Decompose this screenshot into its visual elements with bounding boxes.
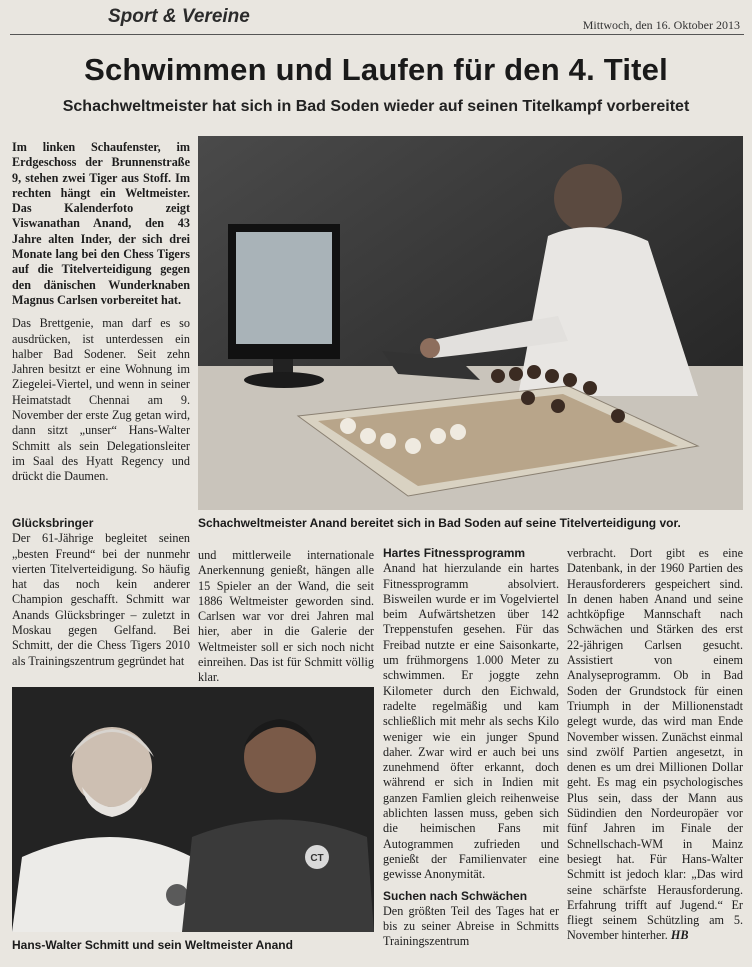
body-column-two: und mittlerweile internationale Anerkennung genießt, hängen alle 15 Spieler an der Wand, die seit 1886 Weltmeister geworden sind. Carlsen war vor drei Jahren mal hier, aber in die Galerie der Weltmeister soll er sich noch nicht einreihen. Das ist für Schmitt völlig klar. — [198, 548, 374, 685]
heading-suchen: Suchen nach Schwächen — [383, 888, 528, 903]
header-rule — [10, 34, 744, 35]
body-column-four — [567, 546, 743, 944]
shirt-logo: CT — [310, 853, 324, 864]
article-headline: Schwimmen und Laufen für den 4. Titel — [84, 52, 668, 87]
lead-paragraph: Im linken Schaufenster, im Erdgeschoss der Brunnenstraße 9, stehen zwei Tiger aus Stoff. Im rechten hängt ein Weltmeister. Das Kalenderfoto zeigt Viswanathan Anand, den 43 Jahre alten Inder, der sich drei Monate lang bei den Chess Tigers auf die Titelverteidigung gegen den dänischen Wunderknaben Magnus Carlsen vorbereitet hat. — [12, 140, 190, 307]
main-photo-caption: Schachweltmeister Anand bereitet sich in Bad Soden auf seine Titelverteidigung vor. — [198, 516, 681, 530]
section-title: Sport & Vereine — [108, 6, 250, 27]
article-subheadline: Schachweltmeister hat sich in Bad Soden wieder auf seinen Titelkampf vorbereitet — [62, 98, 690, 115]
heading-gluecksbringer: Glücksbringer — [12, 516, 94, 530]
column-glueck — [12, 516, 190, 669]
body-column-four-text: verbracht. Dort gibt es eine Datenbank, in der 1960 Partien des Herausforderers gespeichert sind. In denen haben Anand und seine achtköpfige Mannschaft nach Schwächen und Stärken des erst 22-jährigen Carlsen gesucht. Assistiert von einem Analyseprogramm. Ob in Bad Soden der Grundstock für einen Triumph in der Millionenstadt gelegt wurde, das wird man Ende November wissen. Zunächst einmal sind zwölf Partien angesetzt, in denen es um drei Millionen Dollar geht. Es mag ein psychologisches Plus sein, dass der Mann aus Südindien den Nordeuropäer vor fünf Jahren im Finale der Schnellschach-WM in Mainz besiegt hat. Für Hans-Walter Schmitt ist jedoch klar: „Das wird seine schärfste Herausforderung. Erfahrung trifft auf Jugend.“ Er fliegt seinem Schützling am 5. November hinterher. — [567, 546, 743, 943]
body-paragraph-1: Das Brettgenie, man darf es so ausdrücken, ist unterdessen ein halber Bad Sodener. Seit zehn Jahren besitzt er eine Wohnung im Ziegelei-Viertel, und wenn in seiner Heimatstadt Chennai am 9. November der erste Zug getan wird, dann sitzt „unser“ Hans-Walter Schmitt als sein Delegationsleiter im Saal des Hyatt Regency und drückt die Daumen. — [12, 316, 190, 484]
portrait-illustration — [12, 687, 374, 932]
body-suchen: Den größten Teil des Tages hat er bis zu seiner Abreise in Schmitts Trainingszentrum — [383, 903, 559, 949]
main-photo — [198, 136, 743, 510]
body-fitness: Anand hat hierzulande ein hartes Fitnessprogramm absolviert. Bisweilen wurde er im Vogelviertel beim Aufwärtshetzen über 142 Treppenstufen gesehen. Für das Freibad nutzte er eine Saisonkarte, um frühmorgens 1.000 Meter zu schwimmen. Er joggte zehn Kilometer durch den Eichwald, radelte regelmäßig und kam schließlich mit mehr als sechs Kilo weniger wie ein junger Spund daher. Zwar wird er auch bei uns zunehmend öfter erkannt, doch während er sich in Indien mit ganzen Famlien gleich reihenweise ablichten lassen muss, geben sich die heimischen Fans mit Autogrammen zufrieden und genießt der Familienvater eine gewisse Anonymität. — [383, 561, 559, 882]
column-four — [567, 546, 743, 944]
column-fitness — [383, 546, 559, 950]
column-two-lower — [198, 548, 374, 686]
body-gluecksbringer: Der 61-Jährige begleitet seinen „besten Freund“ bei der nunmehr vierten Titelverteidigung. So häufig hat das noch kein anderer Champion geschafft. Schmitt war Anands Glücksbringer – zuletzt in Moskau gegen Gelfand. Bei Schmitt, der die Chess Tigers 2010 als Trainingszentrum gegründet hat — [12, 531, 190, 668]
column-left-top — [12, 140, 190, 485]
heading-fitness: Hartes Fitnessprogramm — [383, 546, 526, 560]
portrait-photo — [12, 687, 374, 932]
author-initials: HB — [670, 928, 689, 943]
issue-date: Mittwoch, den 16. Oktober 2013 — [582, 18, 740, 32]
chess-scene-illustration — [198, 136, 743, 510]
portrait-caption: Hans-Walter Schmitt und sein Weltmeister Anand — [12, 938, 293, 952]
